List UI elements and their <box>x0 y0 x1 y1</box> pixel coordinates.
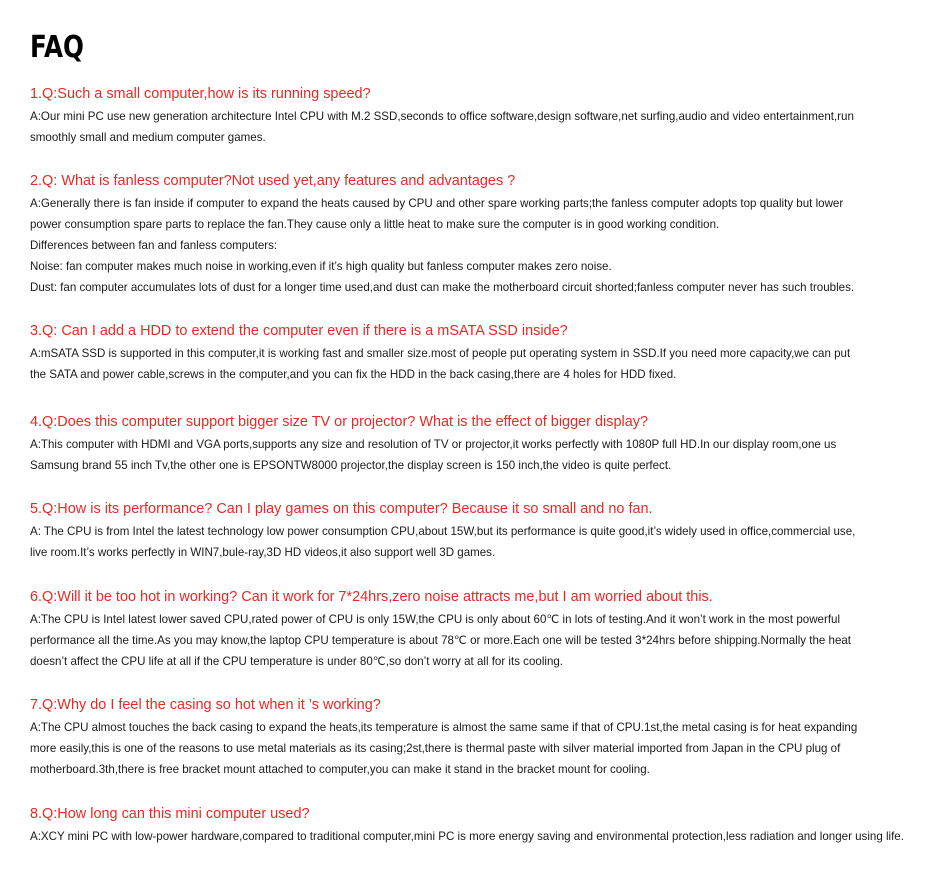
page-title: FAQ <box>30 30 84 65</box>
faq-question: 2.Q: What is fanless computer?Not used yet,any features and advantages ? <box>30 173 516 189</box>
faq-answer <box>30 193 945 298</box>
faq-item-5 <box>30 499 945 563</box>
faq-item-6 <box>30 587 945 672</box>
faq-answer <box>30 609 945 672</box>
answer-line: power consumption spare parts to replace the fan.They cause only a little heat to make sure the computer is in good working condition. <box>30 218 720 231</box>
faq-item-3 <box>30 321 945 385</box>
answer-line: A:Our mini PC use new generation architecture Intel CPU with M.2 SSD,seconds to office software,design software,net surfing,audio and video entertainment,run <box>30 110 854 123</box>
faq-answer <box>30 826 945 847</box>
answer-line: performance all the time.As you may know,the laptop CPU temperature is about 78℃ or more.Each one will be tested 3*24hrs before shipping.Normally the heat <box>30 634 852 647</box>
faq-question: 7.Q:Why do I feel the casing so hot when it ’s working? <box>30 697 381 713</box>
faq-item-1 <box>30 84 945 148</box>
answer-line: A:XCY mini PC with low-power hardware,compared to traditional computer,mini PC is more energy saving and environmental protection,less radiation and longer using life. <box>30 830 904 843</box>
answer-line: A:This computer with HDMI and VGA ports,supports any size and resolution of TV or projector,it works perfectly with 1080P full HD.In our display room,one us <box>30 438 837 451</box>
answer-line: smoothly small and medium computer games. <box>30 131 266 144</box>
faq-question: 6.Q:Will it be too hot in working? Can it work for 7*24hrs,zero noise attracts me,but I am worried about this. <box>30 589 713 605</box>
faq-answer <box>30 521 945 563</box>
faq-item-2 <box>30 171 945 298</box>
answer-line: A:The CPU almost touches the back casing to expand the heats,its temperature is almost the same same if that of CPU.1st,the metal casing is for heat expanding <box>30 721 858 734</box>
faq-answer <box>30 717 945 780</box>
answer-line: doesn’t affect the CPU life at all if the CPU temperature is under 80℃,so don’t worry at all for its cooling. <box>30 655 564 668</box>
answer-line: live room.It’s works perfectly in WIN7,bule-ray,3D HD videos,it also support well 3D games. <box>30 546 496 559</box>
faq-question: 8.Q:How long can this mini computer used? <box>30 806 310 822</box>
answer-line: more easily,this is one of the reasons to use metal materials as its casing;2st,there is thermal paste with silver material imported from Japan in the CPU plug of <box>30 742 841 755</box>
answer-line: A:The CPU is Intel latest lower saved CPU,rated power of CPU is only 15W,the CPU is only about 60℃ in lots of testing.And it won’t work in the most powerful <box>30 613 841 626</box>
answer-line: Differences between fan and fanless computers: <box>30 239 278 252</box>
answer-line: A:mSATA SSD is supported in this computer,it is working fast and smaller size.most of people put operating system in SSD.If you need more capacity,we can put <box>30 347 851 360</box>
faq-question: 1.Q:Such a small computer,how is its running speed? <box>30 86 371 102</box>
answer-line: Samsung brand 55 inch Tv,the other one is EPSONTW8000 projector,the display screen is 150 inch,the video is quite perfect. <box>30 459 672 472</box>
faq-question: 3.Q: Can I add a HDD to extend the computer even if there is a mSATA SSD inside? <box>30 323 568 339</box>
answer-line: Dust: fan computer accumulates lots of dust for a longer time used,and dust can make the motherboard circuit shorted;fanless computer never has such troubles. <box>30 281 855 294</box>
faq-item-7 <box>30 695 945 780</box>
faq-answer <box>30 106 945 148</box>
answer-line: A: The CPU is from Intel the latest technology low power consumption CPU,about 15W,but its performance is quite good,it’s widely used in office,commercial use, <box>30 525 856 538</box>
faq-item-4 <box>30 412 945 476</box>
answer-line: Noise: fan computer makes much noise in working,even if it’s high quality but fanless computer makes zero noise. <box>30 260 612 273</box>
faq-answer <box>30 343 945 385</box>
faq-question: 4.Q:Does this computer support bigger size TV or projector? What is the effect of bigger display? <box>30 414 649 430</box>
faq-item-8 <box>30 804 945 847</box>
answer-line: motherboard.3th,there is free bracket mount attached to computer,you can make it stand in the bracket mount for cooling. <box>30 763 650 776</box>
answer-line: A:Generally there is fan inside if computer to expand the heats caused by CPU and other spare working parts;the fanless computer adopts top quality but lower <box>30 197 844 210</box>
answer-line: the SATA and power cable,screws in the computer,and you can fix the HDD in the back casing,there are 4 holes for HDD fixed. <box>30 368 677 381</box>
faq-answer <box>30 434 945 476</box>
faq-question: 5.Q:How is its performance? Can I play games on this computer? Because it so small and no fan. <box>30 501 653 517</box>
